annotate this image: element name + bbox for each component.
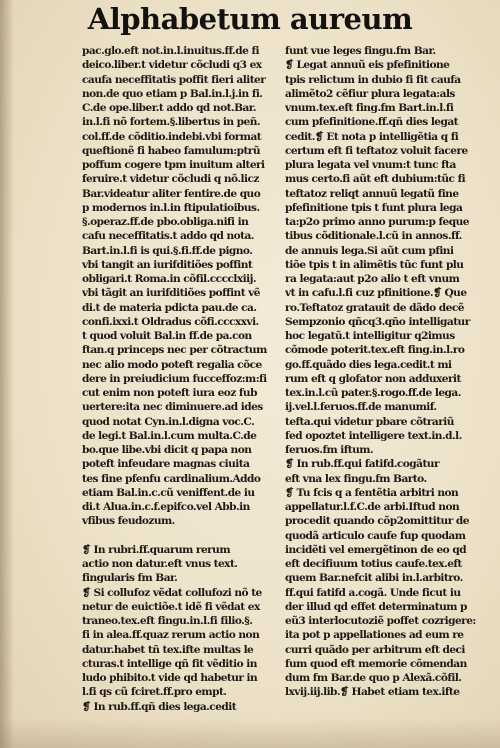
text-line: tibus cõditionale.l.cũ in annos.ff. bbox=[285, 230, 462, 243]
text-line: obligari.t Roma.in cõfil.cccclxiij. bbox=[82, 273, 256, 285]
text-line: l.fi qs cũ fciret.ff.pro empt. bbox=[82, 686, 227, 699]
text-line: fum quod eft memorie cõmendan bbox=[285, 657, 467, 670]
text-line: cedit.❡ Et nota p intelligẽtia q fi bbox=[285, 130, 459, 143]
text-line: queftionẽ fi habeo famulum:ptrũ bbox=[82, 144, 260, 157]
text-line: vt in cafu.l.fi cuz pfinitione.❡ Que bbox=[285, 287, 467, 300]
text-line: go.ff.quãdo dies lega.cedit.t mi bbox=[285, 358, 452, 371]
text-line: non.de quo etiam p Bal.in.l.j.in fi. bbox=[82, 87, 263, 100]
text-line: cum pfefinitione.ff.qñ dies legat bbox=[285, 116, 459, 129]
text-line: mus certo.fi aũt eft dubium:tũc fi bbox=[285, 173, 466, 186]
text-line: etiam Bal.in.c.cũ veniffent.de iu bbox=[82, 486, 255, 499]
page-bottom-shadow bbox=[0, 718, 500, 748]
text-line: tiõe tpis t in alimẽtis tũc funt plu bbox=[285, 258, 464, 271]
text-line: quodã articulo caufe fup quodam bbox=[285, 529, 466, 542]
text-line: de legi.t Bal.in.l.cum multa.C.de bbox=[82, 429, 257, 442]
text-line: caufa neceffitatis poffit fieri aliter bbox=[82, 73, 266, 86]
running-head: Alphabetum aureum bbox=[87, 2, 413, 36]
text-line: ro.Teftatoz gratauit de dãdo decẽ bbox=[285, 301, 464, 314]
text-line: ❡ Legat annuũ eis pfefinitione bbox=[285, 59, 450, 72]
text-line: ij.vel.l.feruos.ff.de manumif. bbox=[285, 401, 437, 414]
text-line: dere in preiudicium fucceffoz:m:fi bbox=[82, 372, 267, 385]
text-line: certum eft fi teftatoz voluit facere bbox=[285, 144, 468, 157]
left-text-column bbox=[82, 44, 282, 714]
text-line: tes fine pfenfu cardinalium.Addo bbox=[82, 472, 261, 485]
text-line: Bart.in.l.fi is qui.§.fi.ff.de pigno. bbox=[82, 244, 253, 257]
text-line: vbi tãgit an iurifditiões poffint vẽ bbox=[82, 287, 260, 300]
text-line: cõmode poterit.tex.eft fing.in.l.ro bbox=[285, 344, 465, 357]
text-line: pac.glo.eft not.in.l.inuitus.ff.de fi bbox=[82, 45, 259, 57]
text-line: plura legata vel vnum:t tunc fta bbox=[285, 159, 456, 171]
text-line: rum eft q glofator non adduxerit bbox=[285, 372, 461, 385]
text-line: curri quãdo per arbitrum eft deci bbox=[285, 643, 465, 656]
text-line: nec alio modo poteft regalia cõce bbox=[82, 358, 262, 371]
text-line: appellatur.l.f.C.de arbi.Iftud non bbox=[285, 501, 460, 513]
text-line: di.t de materia pdicta pau.de ca. bbox=[82, 301, 257, 314]
text-line: cturas.t intellige qñ fit vẽditio in bbox=[82, 657, 257, 670]
text-line: ff.qui fatifd a.cogã. Unde ficut iu bbox=[285, 586, 461, 599]
text-line: dum fm Bar.de quo p Alexã.cõfil. bbox=[285, 672, 462, 684]
text-line: tex.in.l.cũ pater.§.rogo.ff.de lega. bbox=[285, 387, 461, 399]
text-line: actio non datur.eft vnus text. bbox=[82, 558, 238, 570]
text-line: Bar.videatur aliter fentire.de quo bbox=[82, 187, 261, 200]
text-line: de annuis lega.Si aũt cum pfini bbox=[285, 244, 454, 257]
text-line: quem Bar.nefcit alibi in.l.arbitro. bbox=[285, 572, 463, 585]
text-line: fi in alea.ff.quaz rerum actio non bbox=[82, 629, 260, 642]
text-line: cafu neceffitatis.t addo qd nota. bbox=[82, 230, 254, 243]
text-line: Sempzonio qñcq3.qño intelligatur bbox=[285, 315, 470, 328]
right-text-column bbox=[285, 44, 483, 700]
text-line: ra legata:aut p2o alio t eft vnum bbox=[285, 273, 460, 285]
text-line: ludo phibito.t vide qd habetur in bbox=[82, 672, 258, 684]
text-line: ❡ Si collufoz vẽdat collufozi nõ te bbox=[82, 586, 262, 599]
text-line: bo.que libe.vbi dicit q papa non bbox=[82, 444, 252, 456]
text-line: in.l.fi nõ fortem.§.libertus in peñ. bbox=[82, 116, 260, 129]
text-line: fed opoztet intelligere text.in.d.l. bbox=[285, 429, 462, 442]
text-line: incidẽti vel emergẽtinon de eo qd bbox=[285, 543, 467, 556]
text-line: vbi tangit an iurifditiões poffint bbox=[82, 258, 253, 271]
text-line: C.de ope.liber.t addo qd not.Bar. bbox=[82, 102, 256, 114]
text-line: pfefinitione tpis t funt plura lega bbox=[285, 201, 463, 214]
text-line: procedit quando cõp2omittitur de bbox=[285, 515, 469, 528]
text-line: alimẽto2 cẽfiur plura legata:als bbox=[285, 87, 455, 100]
text-line: ftan.q princeps nec per cõtractum bbox=[82, 344, 267, 357]
text-line: uertere:ita nec diminuere.ad ides bbox=[82, 401, 263, 414]
text-line: datur.habet tñ tex.ifte multas le bbox=[82, 643, 254, 656]
text-line: §.operaz.ff.de pbo.obliga.nifi in bbox=[82, 216, 249, 228]
text-line: der illud qd effet determinatum p bbox=[285, 600, 467, 613]
text-line: deico.liber.t videtur cõcludi q3 ex bbox=[82, 59, 262, 72]
text-line: quod notat Cyn.in.l.digna voc.C. bbox=[82, 415, 255, 428]
text-line: ❡ In rub.ff.qui fatifd.cogãtur bbox=[285, 458, 439, 471]
text-line: feruos.fm iftum. bbox=[285, 444, 374, 456]
binding-shadow bbox=[0, 0, 14, 748]
text-line: teftatoz reliqt annuũ legatũ fine bbox=[285, 187, 459, 200]
text-line: feruire.t videtur cõcludi q nõ.licz bbox=[82, 173, 259, 186]
text-line: traneo.tex.eft fingu.in.l.fi filio.§. bbox=[82, 615, 253, 627]
text-line: eũ3 interlocutoziẽ poffet cozrigere: bbox=[285, 615, 476, 627]
text-line: di.t Alua.in.c.f.epifco.vel Abb.in bbox=[82, 501, 250, 513]
text-line bbox=[82, 529, 282, 543]
text-line: ❡ Tu fcis q a fentẽtia arbitri non bbox=[285, 486, 459, 499]
text-line: ❡ In rub.ff.qñ dies lega.cedit bbox=[82, 700, 237, 713]
text-line: t quod voluit Bal.in ff.de pa.con bbox=[82, 330, 252, 342]
text-line: tefta.qui videtur pbare cõtrariũ bbox=[285, 415, 454, 428]
text-line: ita pot p appellationes ad eum re bbox=[285, 629, 464, 642]
text-line: eft vna lex fingu.fm Barto. bbox=[285, 472, 427, 485]
text-line: tpis relictum in dubio fi fit caufa bbox=[285, 73, 461, 86]
text-line: col.ff.de cõditio.indebi.vbi format bbox=[82, 130, 262, 143]
text-line: cut enim non poteft iura eoz fub bbox=[82, 387, 257, 399]
text-line: ❡ In rubri.ff.quarum rerum bbox=[82, 543, 230, 556]
text-line: fingularis fm Bar. bbox=[82, 572, 178, 585]
text-line: lxvij.iij.lib.❡ Habet etiam tex.ifte bbox=[285, 686, 460, 699]
text-line: hoc legatũ.t intelligitur q2imus bbox=[285, 330, 455, 342]
text-line: ta:p2o primo anno purum:p feque bbox=[285, 216, 469, 228]
text-line: vnum.tex.eft fing.fm Bart.in.l.fi bbox=[285, 102, 454, 114]
text-line: poteft infeudare magnas ciuita bbox=[82, 458, 250, 471]
text-line: funt vue leges fingu.fm Bar. bbox=[285, 45, 436, 57]
text-line: confi.ixxi.t Oldradus cõfi.cccxxvi. bbox=[82, 315, 259, 328]
text-line: vfibus feudozum. bbox=[82, 515, 175, 528]
text-line: eft decifiuum totius caufe.tex.eft bbox=[285, 558, 462, 570]
text-line: p modernos in.l.in ftipulatioibus. bbox=[82, 201, 260, 214]
text-line: poffum cogere tpm inuitum alteri bbox=[82, 159, 265, 171]
text-line: netur de euictiõe.t idẽ fi vẽdat ex bbox=[82, 600, 260, 613]
